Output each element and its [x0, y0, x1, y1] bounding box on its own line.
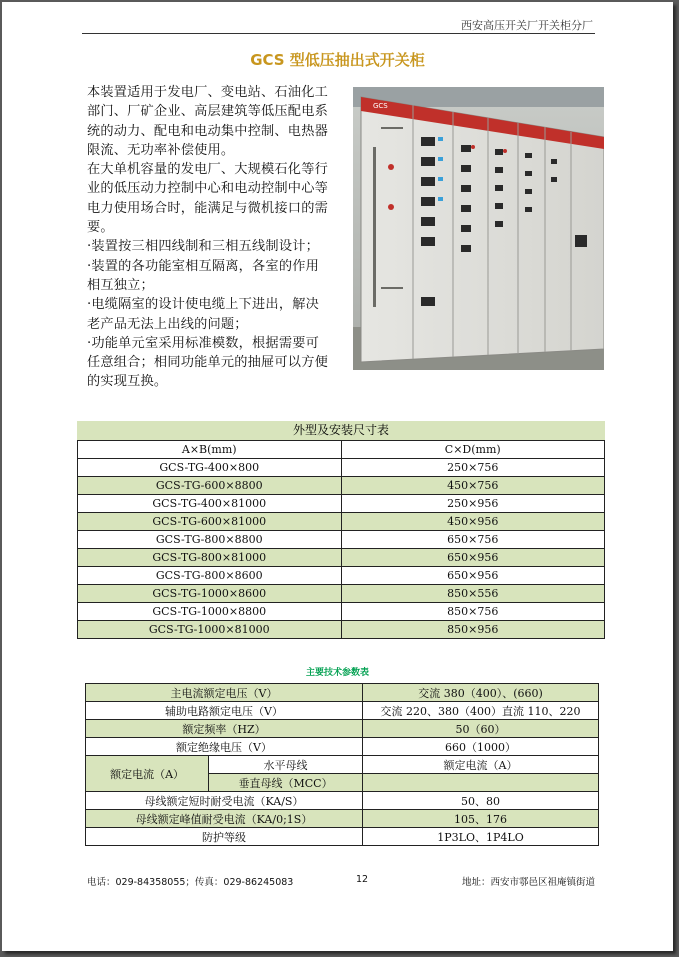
table-cell: 250×756: [341, 459, 605, 477]
switchgear-photo: [353, 87, 604, 370]
table-cell: [363, 774, 599, 792]
paragraph: 本装置适用于发电厂、变电站、石油化工部门、厂矿企业、高层建筑等低压配电系统的动力、配电和电动集中控制、电热器限流、无功率补偿使用。: [87, 85, 328, 158]
table-row: [78, 459, 605, 477]
bullet-item: ·电缆隔室的设计使电缆上下进出，解决老产品无法上出线的问题；: [87, 297, 319, 332]
table-cell: GCS-TG-800×81000: [78, 549, 342, 567]
table-cell: 650×956: [341, 549, 605, 567]
table-cell: 660（1000）: [363, 738, 599, 756]
table-cell: GCS-TG-400×800: [78, 459, 342, 477]
table-row: [78, 549, 605, 567]
table-row: [78, 513, 605, 531]
table-cell: 额定电流（A）: [363, 756, 599, 774]
cabinet-label: GCS: [373, 102, 388, 110]
table-row: [86, 738, 599, 756]
table-cell: 850×556: [341, 585, 605, 603]
table-cell: 450×956: [341, 513, 605, 531]
table-cell: GCS-TG-800×8800: [78, 531, 342, 549]
table-cell: 水平母线: [209, 756, 363, 774]
table-row: [78, 603, 605, 621]
table-cell: 650×756: [341, 531, 605, 549]
switchgear-image: [353, 87, 604, 370]
table-cell: 额定电流（A）: [86, 756, 209, 792]
table-cell: 母线额定峰值耐受电流（KA/0;1S）: [86, 810, 363, 828]
intro-text: [87, 83, 332, 392]
table-cell: 850×756: [341, 603, 605, 621]
table-cell: 额定绝缘电压（V）: [86, 738, 363, 756]
table-row: [78, 477, 605, 495]
bullet-item: ·装置按三相四线制和三相五线制设计；: [87, 239, 319, 255]
table-cell: GCS-TG-1000×8600: [78, 585, 342, 603]
table-cell: 50（60）: [363, 720, 599, 738]
table-row: [86, 702, 599, 720]
table-row: [78, 585, 605, 603]
table-cell: GCS-TG-600×8800: [78, 477, 342, 495]
table-cell: GCS-TG-400×81000: [78, 495, 342, 513]
table-cell: 辅助电路额定电压（V）: [86, 702, 363, 720]
column-header: A×B(mm): [78, 441, 342, 459]
table-cell: 防护等级: [86, 828, 363, 846]
table-cell: 交流 380（400）、(660): [363, 684, 599, 702]
bullet-item: ·功能单元室采用标准模数，根据需要可任意组合；相同功能单元的抽屉可以方便的实现互换。: [87, 335, 328, 390]
table-cell: 105、176: [363, 810, 599, 828]
spec-table: [85, 683, 599, 846]
table-cell: 850×956: [341, 621, 605, 639]
dimension-table-title: 外型及安装尺寸表: [77, 421, 605, 440]
table-cell: 450×756: [341, 477, 605, 495]
table-row: [86, 828, 599, 846]
table-row: [78, 621, 605, 639]
table-cell: 250×956: [341, 495, 605, 513]
spec-table-title: 主要技术参数表: [305, 668, 369, 678]
table-cell: 主电流额定电压（V）: [86, 684, 363, 702]
dimension-table: [77, 440, 605, 639]
table-row: [86, 810, 599, 828]
table-cell: 交流 220、380（400）直流 110、220: [363, 702, 599, 720]
table-cell: 650×956: [341, 567, 605, 585]
table-header-row: [78, 441, 605, 459]
header-rule: [82, 33, 595, 34]
table-cell: GCS-TG-600×81000: [78, 513, 342, 531]
table-cell: 垂直母线（MCC）: [209, 774, 363, 792]
table-cell: 1P3LO、1P4LO: [363, 828, 599, 846]
table-cell: 母线额定短时耐受电流（KA/S）: [86, 792, 363, 810]
table-row: [78, 531, 605, 549]
page-title: GCS 型低压抽出式开关柜: [250, 51, 425, 69]
table-cell: 额定频率（HZ）: [86, 720, 363, 738]
table-row: [78, 495, 605, 513]
table-row: [86, 720, 599, 738]
paragraph: 在大单机容量的发电厂、大规模石化等行业的低压动力控制中心和电动控制中心等电力使用场合时，能满足与微机接口的需要。: [87, 162, 328, 236]
table-cell: GCS-TG-800×8600: [78, 567, 342, 585]
page-number: 12: [356, 874, 369, 885]
table-cell: 50、80: [363, 792, 599, 810]
bullet-item: ·装置的各功能室相互隔离，各室的作用相互独立；: [87, 258, 319, 293]
table-cell: GCS-TG-1000×81000: [78, 621, 342, 639]
column-header: C×D(mm): [341, 441, 605, 459]
table-row: [86, 684, 599, 702]
table-row: [86, 756, 599, 774]
table-row: [86, 792, 599, 810]
document-page: [2, 2, 673, 951]
footer-address: 地址：西安市鄠邑区祖庵镇街道: [461, 877, 595, 888]
table-cell: GCS-TG-1000×8800: [78, 603, 342, 621]
header-company: 西安高压开关厂开关柜分厂: [461, 19, 593, 32]
footer-contact: 电话：029-84358055；传真：029-86245083: [87, 877, 294, 888]
table-row: [78, 567, 605, 585]
